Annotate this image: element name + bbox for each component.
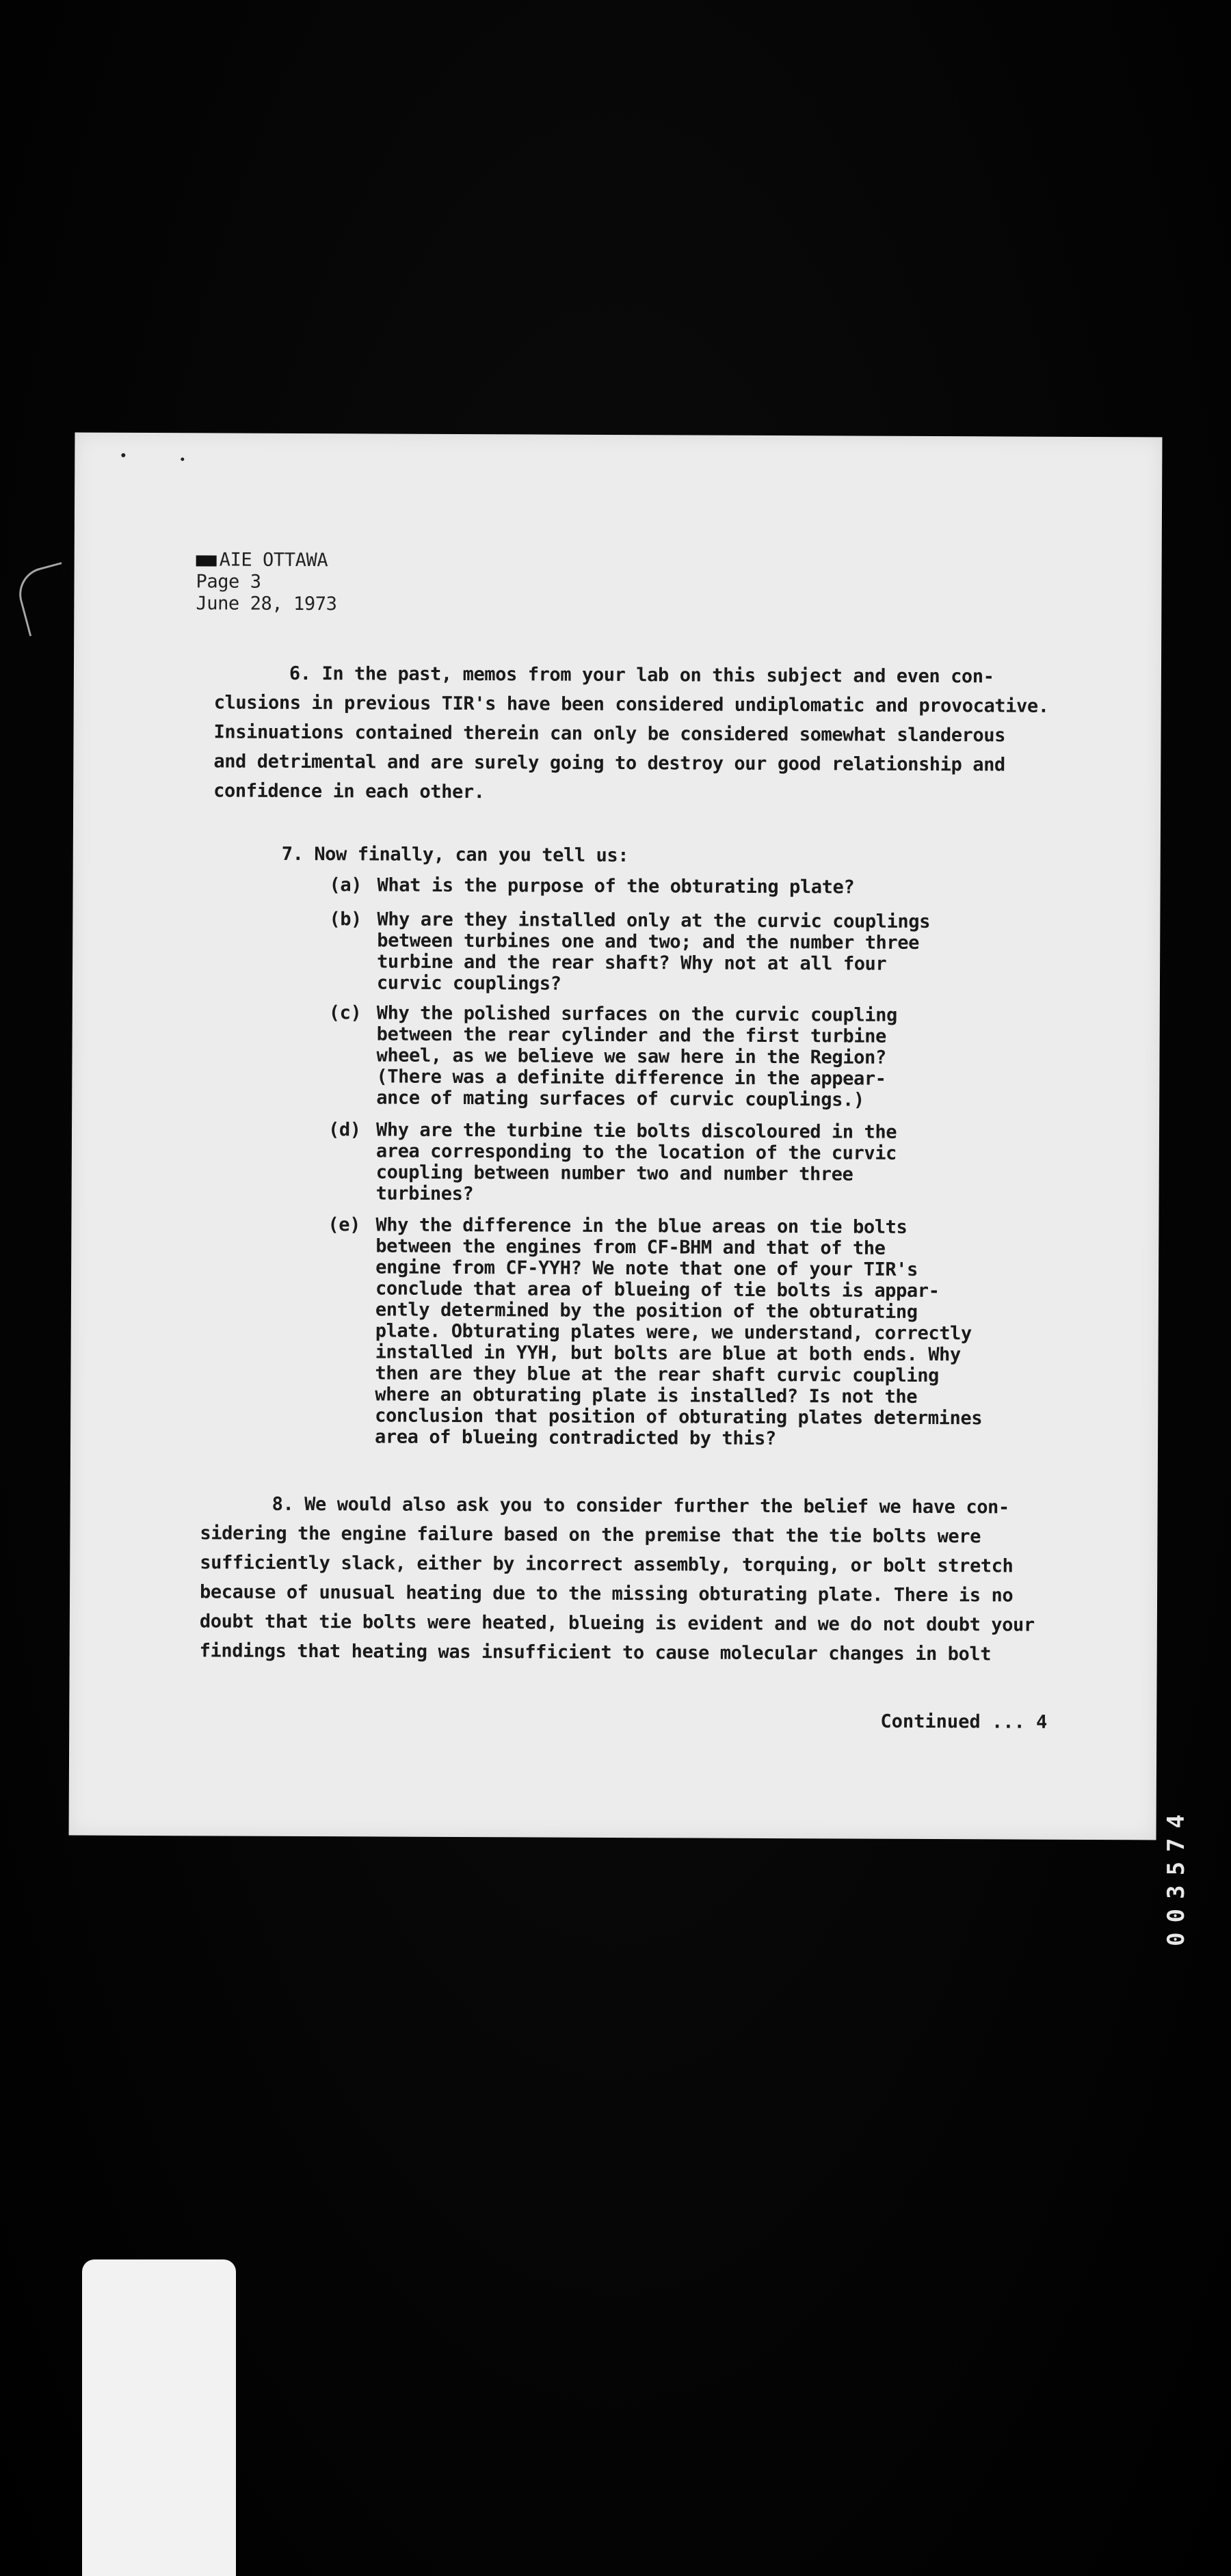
- paragraph-line: and detrimental and are surely going to destroy our good relationship and: [213, 751, 1005, 776]
- item-line: Why are the turbine tie bolts discoloured in the: [375, 1119, 897, 1143]
- item-line: conclude that area of blueing of tie bolts is appar-: [375, 1278, 940, 1302]
- paragraph-line: sufficiently slack, either by incorrect assembly, torquing, or bolt stretch: [200, 1552, 1014, 1577]
- header-addressee: AIE OTTAWA: [196, 549, 337, 572]
- item-label: (c): [328, 1002, 362, 1024]
- film-leader-block: [82, 2259, 236, 2576]
- paragraph-line: 6. In the past, memos from your lab on this subject and even con-: [289, 662, 994, 688]
- paragraph-6: [213, 658, 1049, 809]
- item-line: Why the polished surfaces on the curvic coupling: [376, 1002, 897, 1026]
- item-line: turbines?: [375, 1183, 474, 1205]
- letter-header: [196, 549, 337, 615]
- paragraph-line: clusions in previous TIR's have been considered undiplomatic and provocative.: [213, 692, 1049, 717]
- continued-note: Continued ... 4: [880, 1710, 1048, 1733]
- paragraph-line: because of unusual heating due to the missing obturating plate. There is no: [200, 1581, 1014, 1607]
- item-line: installed in YYH, but bolts are blue at both ends. Why: [375, 1341, 961, 1366]
- item-line: Why the difference in the blue areas on tie bolts: [375, 1214, 908, 1238]
- item-line: between the rear cylinder and the first turbine: [376, 1023, 886, 1047]
- item-line: coupling between number two and number three: [375, 1162, 853, 1185]
- redaction-mark: [196, 555, 217, 566]
- paragraph-line: sidering the engine failure based on the premise that the tie bolts were: [200, 1522, 981, 1548]
- paragraph-line: confidence in each other.: [213, 780, 485, 803]
- item-line: (There was a definite difference in the appear-: [376, 1066, 886, 1090]
- header-date: June 28, 1973: [196, 593, 337, 615]
- item-line: turbine and the rear shaft? Why not at all four: [377, 951, 887, 975]
- item-line: area corresponding to the location of the curvic: [375, 1140, 897, 1164]
- header-page: Page 3: [196, 571, 261, 593]
- item-line: ance of mating surfaces of curvic couplings.): [376, 1087, 864, 1111]
- item-line: curvic couplings?: [376, 972, 561, 995]
- item-line: area of blueing contradicted by this?: [375, 1426, 776, 1450]
- item-label: (a): [329, 874, 362, 896]
- item-label: (b): [329, 909, 362, 930]
- paragraph-7-intro: 7. Now finally, can you tell us:: [281, 843, 629, 867]
- item-line: plate. Obturating plates were, we understand, correctly: [375, 1320, 972, 1345]
- item-line: wheel, as we believe we saw here in the Region?: [376, 1045, 886, 1069]
- item-line: ently determined by the position of the obturating: [375, 1299, 918, 1323]
- paragraph-8: [200, 1489, 1035, 1669]
- item-label: (d): [328, 1119, 361, 1141]
- item-label: (e): [328, 1214, 361, 1236]
- item-line: then are they blue at the rear shaft curvic coupling: [375, 1363, 940, 1387]
- item-line: What is the purpose of the obturating plate?: [377, 874, 855, 898]
- frame-serial-number: 003574: [1163, 1805, 1190, 1946]
- item-line: between the engines from CF-BHM and that of the: [375, 1235, 886, 1259]
- page-speck: [121, 453, 125, 457]
- item-line: conclusion that position of obturating plates determines: [375, 1405, 983, 1430]
- page-speck: [181, 457, 184, 461]
- item-line: engine from CF-YYH? We note that one of your TIR's: [375, 1257, 918, 1280]
- paragraph-line: 8. We would also ask you to consider further the belief we have con-: [272, 1493, 1009, 1518]
- paragraph-line: findings that heating was insufficient to cause molecular changes in bolt: [199, 1640, 992, 1665]
- document-page: [69, 433, 1163, 1840]
- paragraph-line: Insinuations contained therein can only be considered somewhat slanderous: [213, 721, 1006, 747]
- item-line: Why are they installed only at the curvic couplings: [377, 909, 931, 933]
- item-line: between turbines one and two; and the number three: [377, 930, 920, 954]
- item-line: where an obturating plate is installed? Is not the: [375, 1384, 918, 1408]
- film-scratch: [13, 562, 78, 636]
- paragraph-line: doubt that tie bolts were heated, blueing is evident and we do not doubt your: [199, 1611, 1035, 1636]
